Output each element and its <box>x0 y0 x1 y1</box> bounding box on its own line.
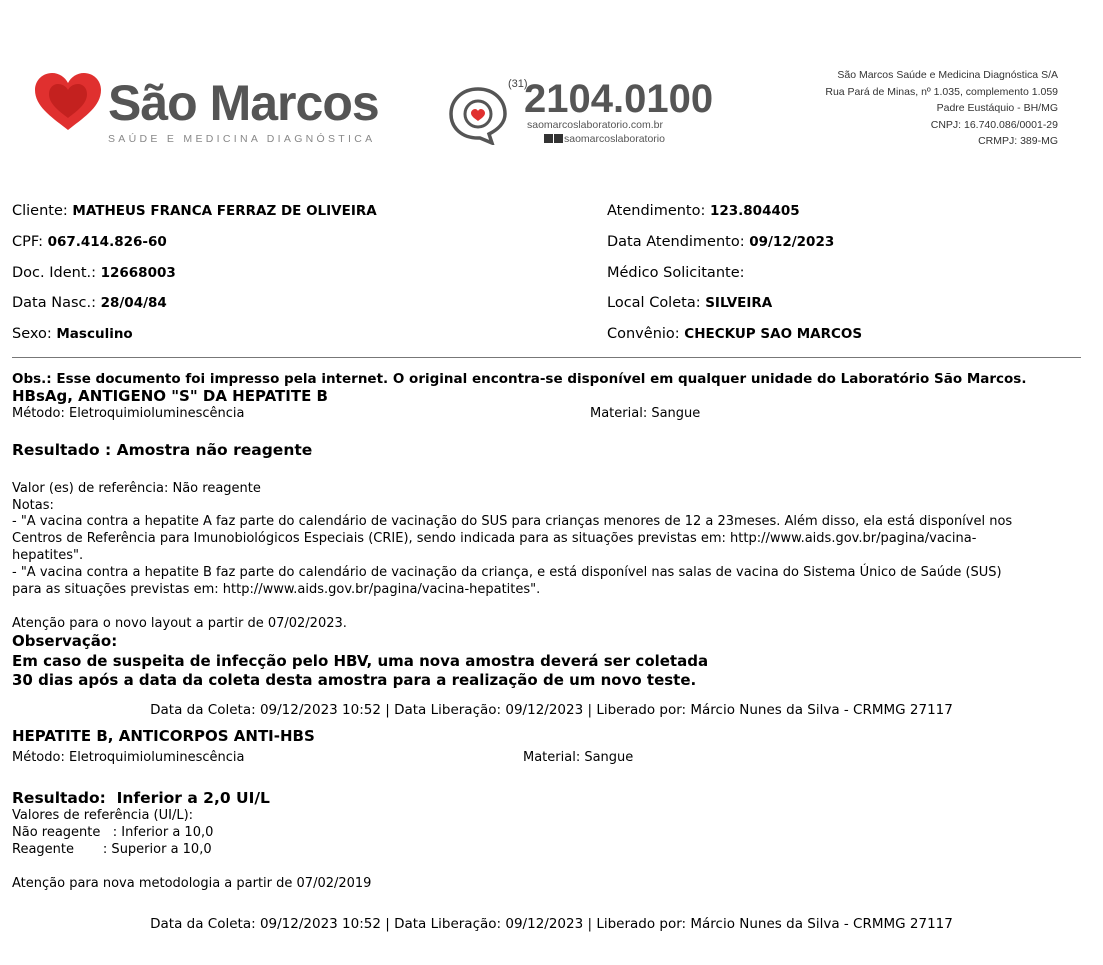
requesting-doctor: Médico Solicitante: <box>607 265 745 281</box>
company-line: Rua Pará de Minas, nº 1.035, complemento 1.059 <box>825 85 1058 98</box>
company-info <box>825 67 1058 150</box>
exam1-method: Método: Eletroquimioluminescência <box>12 406 245 421</box>
exam2-ref-label: Valores de referência (UI/L): <box>12 808 194 823</box>
facebook-icon <box>544 134 553 143</box>
exam1-note-line: hepatites". <box>12 548 84 563</box>
patient-name: Cliente: MATHEUS FRANCA FERRAZ DE OLIVEIRA <box>12 203 377 219</box>
exam1-note-line: para as situações previstas em: http://www.aids.gov.br/pagina/vacina-hepatites". <box>12 582 541 597</box>
website: saomarcoslaboratorio.com.br <box>527 119 663 131</box>
exam2-title: HEPATITE B, ANTICORPOS ANTI-HBS <box>12 727 315 745</box>
exam2-attention: Atenção para nova metodologia a partir de 07/02/2019 <box>12 876 372 891</box>
company-line: Padre Eustáquio - BH/MG <box>936 102 1058 114</box>
patient-sex: Sexo: Masculino <box>12 326 133 342</box>
phone-bubble-icon <box>447 85 509 145</box>
exam2-result: Resultado: Inferior a 2,0 UI/L <box>12 789 270 807</box>
exam2-ref-row: Reagente : Superior a 10,0 <box>12 842 212 857</box>
company-line: São Marcos Saúde e Medicina Diagnóstica S/A <box>837 69 1058 81</box>
exam2-ref-row: Não reagente : Inferior a 10,0 <box>12 825 214 840</box>
patient-doc: Doc. Ident.: 12668003 <box>12 265 176 281</box>
collection-site: Local Coleta: SILVEIRA <box>607 295 773 311</box>
phone-prefix: (31) <box>508 78 528 90</box>
exam1-observation-label: Observação: <box>12 632 118 650</box>
company-line: CRMPJ: 389-MG <box>978 135 1058 147</box>
divider <box>12 357 1081 358</box>
exam1-observation-line: Em caso de suspeita de infecção pelo HBV, uma nova amostra deverá ser coletada <box>12 652 709 670</box>
exam1-notes-label: Notas: <box>12 498 54 513</box>
exam1-note-line: - "A vacina contra a hepatite A faz parte do calendário de vacinação do SUS para crianças menores de 12 a 23meses. Além disso, ela está disponível nos <box>12 514 1013 529</box>
brand-tagline: SAÚDE E MEDICINA DIAGNÓSTICA <box>108 133 376 145</box>
instagram-icon <box>554 134 563 143</box>
brand-name: São Marcos <box>108 75 379 131</box>
exam1-attention: Atenção para o novo layout a partir de 07/02/2023. <box>12 616 347 631</box>
company-line: CNPJ: 16.740.086/0001-29 <box>930 118 1058 131</box>
attendance-number: Atendimento: 123.804405 <box>607 203 800 219</box>
patient-birthdate: Data Nasc.: 28/04/84 <box>12 295 167 311</box>
exam1-reference: Valor (es) de referência: Não reagente <box>12 481 261 496</box>
exam1-note-line: Centros de Referência para Imunobiológicos Especiais (CRIE), sendo indicada para as situações previstas em: http://www.aids.gov.br/pagina/vacina- <box>12 531 977 546</box>
social-handle: saomarcoslaboratorio <box>544 133 665 145</box>
exam1-material: Material: Sangue <box>590 406 701 421</box>
insurance: Convênio: CHECKUP SAO MARCOS <box>607 326 863 342</box>
exam1-title: HBsAg, ANTIGENO "S" DA HEPATITE B <box>12 387 328 405</box>
exam1-observation-line: 30 dias após a data da coleta desta amostra para a realização de um novo teste. <box>12 671 697 689</box>
exam2-material: Material: Sangue <box>523 750 634 765</box>
heart-logo-icon <box>33 72 103 132</box>
exam1-footer: Data da Coleta: 09/12/2023 10:52 | Data Liberação: 09/12/2023 | Liberado por: Márcio Nunes da Silva - CRMMG 27117 <box>150 702 953 718</box>
attendance-date: Data Atendimento: 09/12/2023 <box>607 234 835 250</box>
exam1-result: Resultado : Amostra não reagente <box>12 441 313 459</box>
print-notice: Obs.: Esse documento foi impresso pela internet. O original encontra-se disponível em qualquer unidade do Laboratório São Marcos. <box>12 371 1027 387</box>
phone-number: 2104.0100 <box>524 77 714 121</box>
patient-cpf: CPF: 067.414.826-60 <box>12 234 167 250</box>
exam2-footer: Data da Coleta: 09/12/2023 10:52 | Data Liberação: 09/12/2023 | Liberado por: Márcio Nunes da Silva - CRMMG 27117 <box>150 916 953 932</box>
exam2-method: Método: Eletroquimioluminescência <box>12 750 245 765</box>
exam1-note-line: - "A vacina contra a hepatite B faz parte do calendário de vacinação da criança, e está disponível nas salas de vacina do Sistema Único de Saúde (SUS) <box>12 565 1002 580</box>
